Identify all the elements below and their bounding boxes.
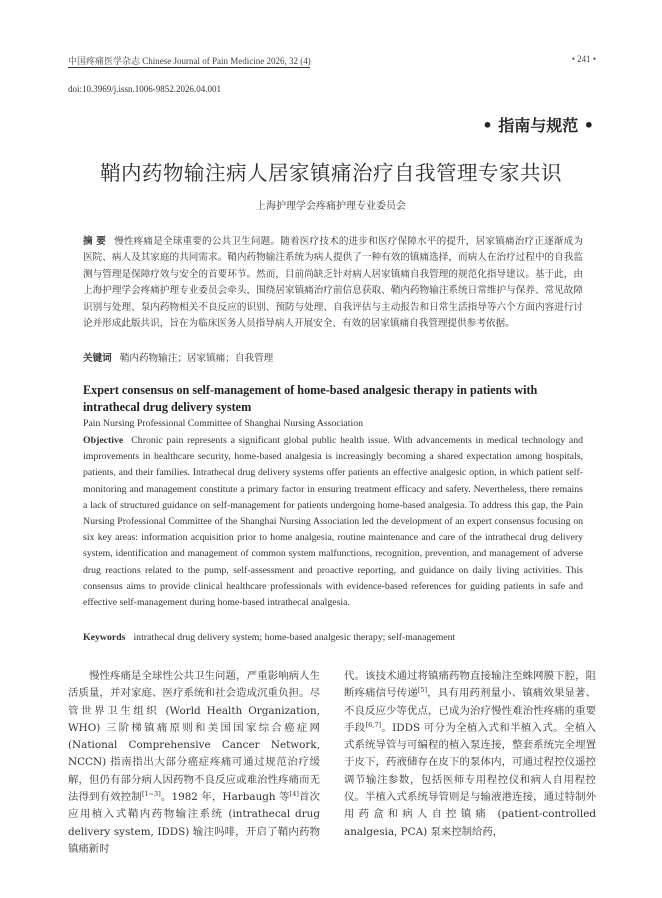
body-right-text-1: 代。该技术通过将镇痛药物直接输注至蛛网膜下腔，阻断疼痛信号传递	[344, 670, 596, 700]
keywords-cn-label: 关键词	[83, 353, 112, 364]
page-number: • 241 •	[571, 54, 596, 64]
citation: [1~3]	[141, 790, 161, 799]
article-authors: 上海护理学会疼痛护理专业委员会	[256, 201, 406, 212]
body-right-text-2: ，具有用药剂量小、镇痛效果显著、不良反应少等优点，已成为治疗慢性难治性疼痛的重要手段	[344, 687, 596, 734]
body-left-text-3: 首次应用植入式鞘内药物输注系统 (intrathecal drug delivery system, IDDS) 输注吗啡，开启了鞘内药物镇痛新时	[68, 791, 320, 855]
header-rule	[68, 67, 310, 68]
keywords-en-label: Keywords	[83, 632, 126, 643]
article-title: 鞘内药物输注病人居家镇痛治疗自我管理专家共识	[100, 161, 562, 185]
citation: [5]	[417, 686, 428, 695]
journal-name: 中国疼痛医学杂志 Chinese Journal of Pain Medicine 2026, 32 (4)	[68, 56, 311, 66]
english-title: Expert consensus on self-management of home-based analgesic therapy in patients with intrathecal drug delivery system	[83, 383, 538, 414]
body-left-text-1: 慢性疼痛是全球性公共卫生问题，严重影响病人生活质量，并对家庭、医疗系统和社会造成沉重负担。尽管世界卫生组织 (World Health Organization, WHO) 三阶梯镇痛原则和美国国家综合癌症网 (National Comprehensive Cancer Network, NCCN) 指南指出大部分癌症疼痛可通过规范治疗缓解，但仍有部分病人因药物不良反应或难治性疼痛而无法得到有效控制	[68, 670, 320, 804]
objective-text: Chronic pain represents a significant global public health issue. With advancements in medical technology and improvements in healthcare security, home-based analgesia is increasingly becoming a shared expectation among hospitals, patients, and their families. Intrathecal drug delivery systems offer patients an effective analgesic option, in which patient self-monitoring and management constitute a primary factor in ensuring treatment efficacy and safety. Nevertheless, there remains a lack of structured guidance on self-management for patients undergoing home-based analgesia. To address this gap, the Pain Nursing Professional Committee of the Shanghai Nursing Association led the development of an expert consensus focusing on six key areas: information acquisition prior to home analgesia, routine maintenance and care of the intrathecal drug delivery system, identification and management of common system malfunctions, recognition, prevention, and management of adverse drug reactions related to the pump, self-assessment and proactive reporting, and guidance on daily living activities. This consensus aims to provide clinical healthcare professionals with evidence-based references for guiding patients in safe and effective self-management during home-based intrathecal analgesia.	[83, 435, 583, 609]
keywords-en-text: intrathecal drug delivery system; home-based analgesic therapy; self-management	[133, 632, 456, 643]
objective-label: Objective	[83, 435, 124, 446]
doi: doi:10.3969/j.issn.1006-9852.2026.04.001	[68, 84, 222, 94]
citation: [6,7]	[365, 720, 381, 729]
keywords-cn-text: 鞘内药物输注；居家镇痛；自我管理	[119, 353, 274, 364]
body-right-text-3: 。IDDS 可分为全植入式和半植入式。全植入式系统导管与可编程的植入泵连接，整套系统完全埋置于皮下，药液储存在皮下的泵体内，可通过程控仪遥控调节输注参数，包括医师专用程控仪和病人自用程控仪。半植入式系统导管则是与输液港连接，通过特制外用药盒和病人自控镇痛 (patient-controlled analgesia, PCA) 泵来控制给药，	[344, 721, 596, 838]
keywords-cn	[83, 350, 583, 364]
citation: [4]	[289, 790, 299, 799]
abstract-cn-text: 慢性疼痛是全球重要的公共卫生问题。随着医疗技术的进步和医疗保障水平的提升，居家镇痛治疗正逐渐成为医院、病人及其家庭的共同需求。鞘内药物输注系统为病人提供了一种有效的镇痛选择，而病人在治疗过程中的自我监测与管理是保障疗效与安全的首要环节。然而，目前尚缺乏针对病人居家镇痛自我管理的规范化指导建议。基于此，由上海护理学会疼痛护理专业委员会牵头，围绕居家镇痛治疗前信息获取、鞘内药物输注系统日常维护与保养、常见故障识别与处理、泵内药物相关不良反应的识别、预防与处理、自我评估与主动报告和日常生活指导等六个方面内容进行讨论并形成此版共识，旨在为临床医务人员指导病人开展安全、有效的居家镇痛自我管理提供参考依据。	[83, 236, 584, 330]
body-column-left	[68, 668, 320, 858]
english-authors: Pain Nursing Professional Committee of Shanghai Nursing Association	[83, 418, 364, 429]
abstract-cn	[83, 234, 583, 332]
section-label: • 指南与规范 •	[482, 116, 594, 135]
running-header	[68, 54, 596, 72]
body-column-right	[344, 668, 596, 841]
abstract-cn-label: 摘 要	[83, 236, 107, 247]
abstract-en	[83, 433, 583, 611]
keywords-en	[83, 632, 583, 643]
body-left-text-2: 。1982 年，Harbaugh 等	[160, 791, 290, 804]
